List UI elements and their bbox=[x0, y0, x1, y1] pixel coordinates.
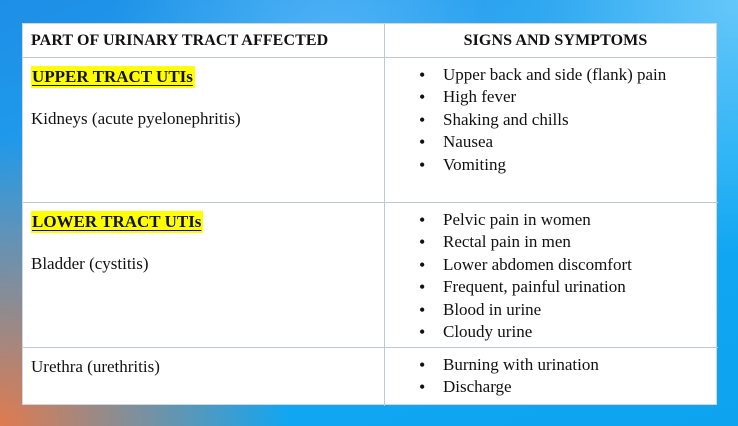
row-lower-tract-part bbox=[23, 203, 385, 348]
bullet-icon: • bbox=[419, 65, 426, 85]
part-kidneys: Kidneys (acute pyelonephritis) bbox=[31, 109, 241, 128]
symptom-text: Nausea bbox=[443, 132, 494, 152]
symptom-text: Rectal pain in men bbox=[443, 232, 571, 252]
section-title-upper-tract: UPPER TRACT UTIs bbox=[32, 67, 193, 86]
symptom-text: Shaking and chills bbox=[443, 109, 569, 129]
symptom-text: Cloudy urine bbox=[443, 321, 533, 341]
header-part-affected bbox=[23, 24, 385, 58]
bullet-icon: • bbox=[419, 154, 426, 175]
bullet-icon: • bbox=[419, 299, 426, 320]
symptom-text: Pelvic pain in women bbox=[443, 210, 591, 229]
list-item bbox=[385, 254, 718, 276]
bullet-icon: • bbox=[419, 321, 426, 342]
row-urethra-symptoms bbox=[385, 348, 718, 406]
list-item bbox=[385, 276, 718, 298]
symptom-list-urethra bbox=[385, 354, 718, 399]
bullet-icon: • bbox=[419, 210, 426, 230]
section-title-lower-tract: LOWER TRACT UTIs bbox=[32, 212, 202, 231]
symptom-text: Blood in urine bbox=[443, 299, 542, 319]
list-item bbox=[385, 299, 718, 321]
symptom-text: Discharge bbox=[443, 377, 512, 397]
symptom-text: High fever bbox=[443, 87, 517, 107]
row-upper-tract-symptoms bbox=[385, 58, 718, 203]
part-urethra: Urethra (urethritis) bbox=[31, 357, 160, 376]
symptom-text: Lower abdomen discomfort bbox=[443, 254, 632, 274]
bullet-icon: • bbox=[419, 132, 426, 153]
header-signs-symptoms bbox=[385, 24, 718, 58]
list-item bbox=[385, 231, 718, 253]
bullet-icon: • bbox=[419, 377, 426, 398]
table-grid bbox=[23, 24, 716, 404]
list-item bbox=[385, 86, 718, 108]
symptom-list-upper bbox=[385, 64, 718, 176]
bullet-icon: • bbox=[419, 254, 426, 275]
list-item bbox=[385, 64, 718, 86]
row-urethra-part bbox=[23, 348, 385, 406]
list-item bbox=[385, 376, 718, 398]
list-item bbox=[385, 321, 718, 343]
list-item bbox=[385, 209, 718, 231]
list-item bbox=[385, 354, 718, 376]
bullet-icon: • bbox=[419, 355, 426, 375]
part-bladder: Bladder (cystitis) bbox=[31, 254, 149, 273]
symptom-text: Burning with urination bbox=[443, 355, 599, 374]
uti-symptoms-table bbox=[22, 23, 717, 405]
bullet-icon: • bbox=[419, 232, 426, 253]
list-item bbox=[385, 109, 718, 131]
row-upper-tract-part bbox=[23, 58, 385, 203]
bullet-icon: • bbox=[419, 87, 426, 108]
list-item bbox=[385, 154, 718, 176]
list-item bbox=[385, 131, 718, 153]
symptom-text: Vomiting bbox=[443, 154, 506, 174]
header-signs-label: SIGNS AND SYMPTOMS bbox=[463, 31, 648, 49]
symptom-list-lower bbox=[385, 209, 718, 343]
bullet-icon: • bbox=[419, 277, 426, 298]
header-part-label: PART OF URINARY TRACT AFFECTED bbox=[31, 31, 329, 49]
symptom-text: Frequent, painful urination bbox=[443, 277, 626, 297]
row-lower-tract-symptoms bbox=[385, 203, 718, 348]
bullet-icon: • bbox=[419, 109, 426, 130]
symptom-text: Upper back and side (flank) pain bbox=[443, 65, 667, 84]
